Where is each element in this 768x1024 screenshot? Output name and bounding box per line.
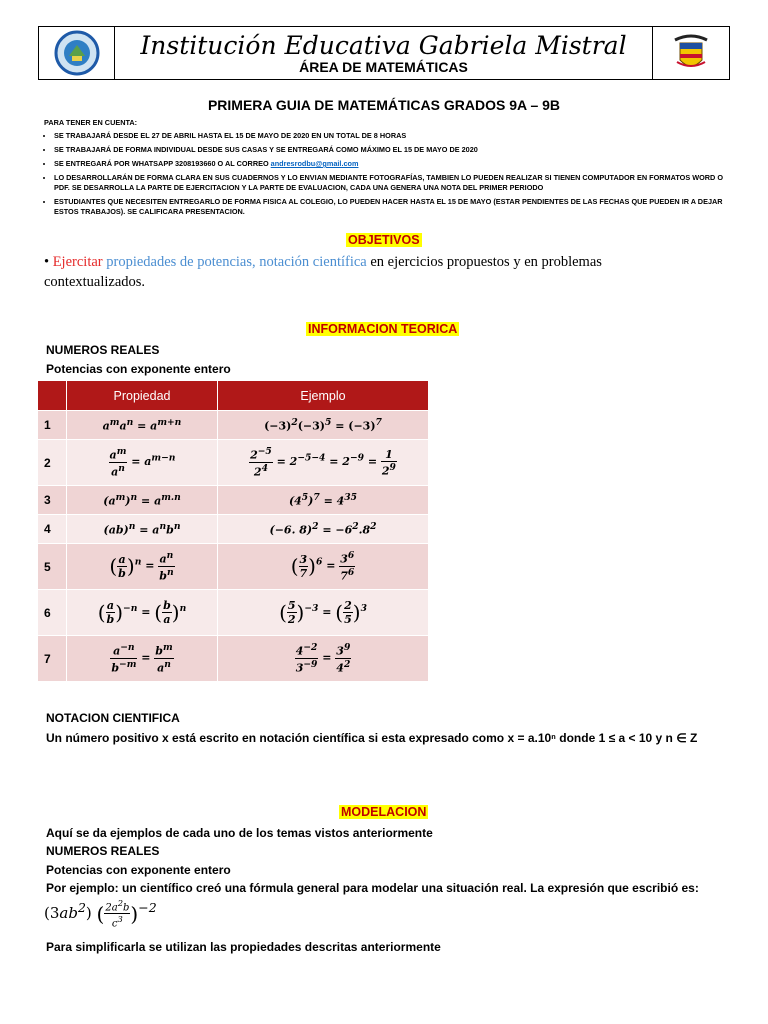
objetivo-verb: Ejercitar bbox=[52, 254, 103, 270]
property-formula: $\frac{a^m}{a^n}$ = $a^{m-n}$ bbox=[67, 440, 218, 486]
property-formula: $(a^m)^n = a^{m.n}$ bbox=[67, 486, 218, 515]
modelacion-heading: MODELACION bbox=[341, 805, 427, 819]
note-item: • SE TRABAJARÁ DESDE EL 27 DE ABRIL HASTA EL 15 DE MAYO DE 2020 EN UN TOTAL DE 8 HORAS bbox=[54, 131, 724, 141]
example-formula: ( $\frac{5}{2}$ )$^{-3}$ = ( $\frac{2}{5}$ )$^3$ bbox=[218, 590, 429, 636]
row-number: 1 bbox=[38, 411, 67, 440]
table-row bbox=[38, 515, 429, 544]
table-row bbox=[38, 440, 429, 486]
note-item: • LO DESARROLLARÁN DE FORMA CLARA EN SUS CUADERNOS Y LO ENVIAN MEDIANTE FOTOGRAFÍAS, TAMBIEN LO PUEDEN REALIZAR SI TIENEN COMPUTADOR EN FORMATOS WORD O PDF. SE DESARROLLA LA PARTE DE EJERCITACION Y LA PARTE DE EVALUACION, CADA UNA GENERA UNA NOTA DEL PRIMER PERIODO bbox=[54, 173, 724, 193]
example-formula: $(4^5)^7 = 4^{35}$ bbox=[218, 486, 429, 515]
row-number: 7 bbox=[38, 636, 67, 682]
header-cell bbox=[38, 381, 67, 411]
guide-title: PRIMERA GUIA DE MATEMÁTICAS GRADOS 9A – 9B bbox=[207, 97, 561, 113]
modelacion-potencias: Potencias con exponente entero bbox=[46, 863, 231, 877]
property-formula: $a^ma^n = a^{m+n}$ bbox=[67, 411, 218, 440]
school-shield-icon bbox=[54, 30, 100, 76]
objetivo-rest: en ejercicios propuestos y en problemas contextualizados. bbox=[44, 254, 602, 290]
header-cell: Propiedad bbox=[67, 381, 218, 411]
example-formula: ( $\frac{3}{7}$ )$^6$ = $\frac{3^6}{7^6}$ bbox=[218, 544, 429, 590]
property-formula: $(ab)^n = a^nb^n$ bbox=[67, 515, 218, 544]
table-row bbox=[38, 590, 429, 636]
modelacion-example-text: Por ejemplo: un científico creó una fórmula general para modelar una situación real. La expresión que escribió es: bbox=[46, 881, 699, 895]
modelacion-numeros-reales: NUMEROS REALES bbox=[46, 844, 160, 858]
notes-heading: PARA TENER EN CUENTA: bbox=[44, 118, 138, 127]
table-row bbox=[38, 544, 429, 590]
notes-list bbox=[44, 131, 724, 217]
notes-section bbox=[44, 118, 724, 221]
objetivo-topics: propiedades de potencias, notación científica bbox=[102, 254, 367, 270]
table-header-row bbox=[38, 381, 429, 411]
example-formula: $\frac{4^{-2}}{3^{-9}}$ = $\frac{3^9}{4^2}$ bbox=[218, 636, 429, 682]
row-number: 2 bbox=[38, 440, 67, 486]
modelacion-intro: Aquí se da ejemplos de cada uno de los temas vistos anteriormente bbox=[46, 826, 433, 840]
property-formula: ( $\frac{a}{b}$ )$^n$ = $\frac{a^n}{b^n}$ bbox=[67, 544, 218, 590]
model-expression: $(3ab^2)$ ( $\frac{2a^2b}{c^3}$ )$^{-2}$ bbox=[44, 898, 157, 930]
header-cell: Ejemplo bbox=[218, 381, 429, 411]
coat-of-arms bbox=[653, 27, 729, 79]
objetivos-text bbox=[44, 252, 684, 292]
row-number: 4 bbox=[38, 515, 67, 544]
property-formula: ( $\frac{a}{b}$ )$^{-n}$ = ( $\frac{b}{a}$ )$^n$ bbox=[67, 590, 218, 636]
modelacion-conclusion: Para simplificarla se utilizan las propiedades descritas anteriormente bbox=[46, 940, 441, 954]
email-link[interactable]: andresrodbu@gmail.com bbox=[270, 159, 359, 168]
objetivos-heading: OBJETIVOS bbox=[348, 233, 420, 247]
note-item: • SE TRABAJARÁ DE FORMA INDIVIDUAL DESDE SUS CASAS Y SE ENTREGARÁ COMO MÁXIMO EL 15 DE MAYO DE 2020 bbox=[54, 145, 724, 155]
area-name: ÁREA DE MATEMÁTICAS bbox=[299, 58, 468, 75]
coat-of-arms-icon bbox=[671, 32, 711, 74]
row-number: 3 bbox=[38, 486, 67, 515]
table-row bbox=[38, 486, 429, 515]
example-formula: $(-3)^2(-3)^5 = (-3)^7$ bbox=[218, 411, 429, 440]
numeros-reales-label: NUMEROS REALES bbox=[46, 343, 160, 357]
row-number: 6 bbox=[38, 590, 67, 636]
example-formula: (−6. $8)^2 = -6^2.8^2$ bbox=[218, 515, 429, 544]
example-formula: $\frac{2^{-5}}{2^4}$ = $2^{-5-4} = 2^{-9}$ = $\frac{1}{2^9}$ bbox=[218, 440, 429, 486]
document-header bbox=[38, 26, 730, 80]
informacion-heading: INFORMACION TEORICA bbox=[308, 322, 458, 336]
note-item bbox=[54, 159, 724, 169]
table-row bbox=[38, 636, 429, 682]
bullet: • bbox=[44, 254, 50, 270]
school-name: Institución Educativa Gabriela Mistral bbox=[140, 30, 627, 60]
notacion-heading: NOTACION CIENTIFICA bbox=[46, 711, 180, 725]
potencias-label: Potencias con exponente entero bbox=[46, 362, 231, 376]
property-formula: $\frac{a^{-n}}{b^{-m}}$ = $\frac{b^m}{a^n}$ bbox=[67, 636, 218, 682]
notacion-text: Un número positivo x está escrito en notación científica si esta expresado como x = a.10ⁿ donde 1 ≤ a < 10 y n ∈ Z bbox=[46, 731, 698, 745]
school-logo bbox=[39, 27, 115, 79]
row-number: 5 bbox=[38, 544, 67, 590]
note-text: SE ENTREGARÁ POR WHATSAPP 3208193660 O AL CORREO bbox=[54, 159, 271, 168]
note-item: • ESTUDIANTES QUE NECESITEN ENTREGARLO DE FORMA FISICA AL COLEGIO, LO PUEDEN HACER HASTA EL 15 DE MAYO (ESTAR PENDIENTES DE LAS FECHAS QUE PUEDEN IR A DEJAR ESTOS TRABAJOS). SE CALIFICARA PRESENTACION. bbox=[54, 197, 724, 217]
properties-table bbox=[37, 380, 429, 682]
table-row bbox=[38, 411, 429, 440]
header-title-cell bbox=[115, 27, 653, 79]
